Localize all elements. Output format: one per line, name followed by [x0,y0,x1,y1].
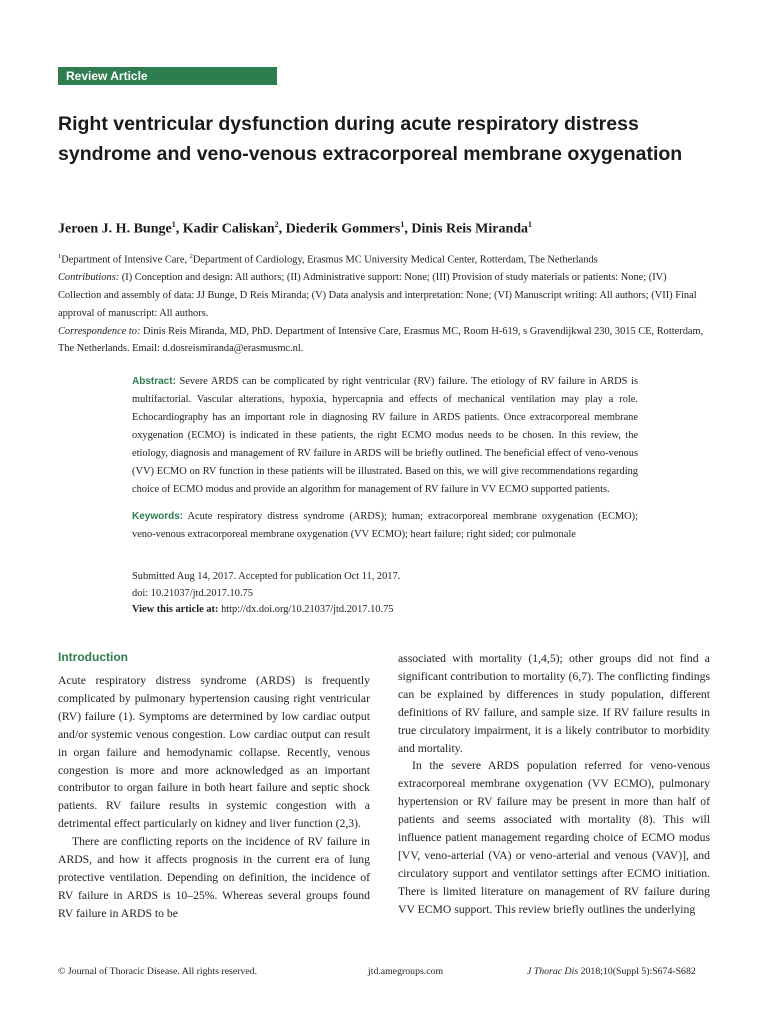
keywords-label: Keywords: [132,511,184,522]
affiliation-line: $^1$Department of Intensive Care, $^2$Department of Cardiology, Erasmus MC University Medical Center, Rotterdam, The Netherlands [58,253,598,266]
contributions-text: Contributions: (I) Conception and design: All authors; (II) Administrative support: None; (III) Provision of study materials or patients: None; (IV) Collection and assembly of data: JJ Bunge, D Reis Miranda; (V) Data analysis and interpretation: None; (VI) Manuscript writing: All authors; (VII) Final approval of manuscript: All authors. [58,272,697,319]
keywords-text: Keywords: Acute respiratory distress syndrome (ARDS); human; extracorporeal membrane oxygenation (ECMO); veno-venous extracorporeal membrane oxygenation (VV ECMO); heart failure; right sided; cor pulmonale [132,511,638,540]
article-url-link[interactable]: http://dx.doi.org/10.21037/jtd.2017.10.75 [218,604,394,615]
view-article-line: View this article at: http://dx.doi.org/10.21037/jtd.2017.10.75 [132,604,394,615]
paragraph: In the severe ARDS population referred for veno-venous extracorporeal membrane oxygenation (VV ECMO), pulmonary hypertension or RV failure may be present in more than half of patients and seems associated with mortality (8). This will influence patient management regarding choice of ECMO modus [VV, veno-arterial (VA) or veno-arterial and venous (VAV)], and circulatory support and ventilator settings after ECMO initiation. There is limited literature on management of RV failure during VV ECMO support. This review briefly outlines the underlying [398,759,710,916]
abstract-section [132,373,638,553]
author-name: Kadir Caliskan [182,221,275,237]
publication-info [132,569,638,619]
author-name: Diederik Gommers [285,221,401,237]
author-list: Jeroen J. H. Bunge$^1$, Kadir Caliskan$^2$, Diederik Gommers$^1$, Dinis Reis Miranda$^1$ [58,220,533,237]
correspondence-text: Correspondence to: Dinis Reis Miranda, MD, PhD. Department of Intensive Care, Erasmus MC, Room H-619, s Gravendijkwal 230, 3015 CE, Rotterdam, The Netherlands. Email: d.dosreismiranda@erasmusmc.nl. [58,325,704,355]
author-name: Jeroen J. H. Bunge [58,221,172,237]
article-title: Right ventricular dysfunction during acute respiratory distress syndrome and veno-venous extracorporeal membrane oxygenation [58,113,683,165]
paragraph: Acute respiratory distress syndrome (ARDS) is frequently complicated by pulmonary hypertension causing right ventricular (RV) failure (1). Symptoms are determined by low cardiac output and/or systemic venous congestion. Low cardiac output can result in organ failure and hemodynamic collapse. Recently, venous congestion is more and more acknowledged as an important contributor to organ failure in both heart failure and septic shock patients. RV failure results in systemic congestion with a detrimental effect particularly on kidney and liver function (2,3). [58,674,370,831]
paragraph: associated with mortality (1,4,5); other groups did not find a significant contribution to mortality (6,7). The conflicting findings can be explained by differences in study population, different definitions of RV failure, and sample size. If RV failure results in true circulatory impairment, it is a likely contributor to morbidity and mortality. [398,652,710,755]
article-type-badge: Review Article [58,67,277,85]
footer-copyright: © Journal of Thoracic Disease. All rights reserved. [58,966,258,977]
doi-text: doi: 10.21037/jtd.2017.10.75 [132,587,253,599]
author-name: Dinis Reis Miranda [411,221,529,237]
introduction-heading: Introduction [58,650,128,664]
abstract-text: Abstract: Severe ARDS can be complicated by right ventricular (RV) failure. The etiology of RV failure in ARDS is multifactorial. Vascular alterations, hypoxia, hypercapnia and effects of mechanical ventilation may play a role. Echocardiography has an important role in diagnosing RV failure in ARDS patients. Once extracorporeal membrane oxygenation (ECMO) is indicated in these patients, the right ECMO modus needs to be chosen. In this review, the etiology, diagnosis and management of RV failure in ARDS will be briefly outlined. The beneficial effect of veno-venous (VV) ECMO on RV function in these patients will be illustrated. Based on this, we will give recommendations regarding choice of ECMO modus and provide an algorithm for management of RV failure in VV ECMO supported patients. [132,376,638,495]
left-text-column [58,672,370,923]
footer-citation: J Thorac Dis 2018;10(Suppl 5):S674-S682 [527,966,696,977]
right-text-column [398,650,710,919]
affiliations-block [58,248,710,358]
paragraph: There are conflicting reports on the incidence of RV failure in ARDS, and how it affects prognosis in the current era of lung protective ventilation. Depending on definition, the incidence of RV failure in ARDS is 10–25%. Whereas several groups found RV failure in ARDS to be [58,835,370,920]
footer-website-link[interactable]: jtd.amegroups.com [368,966,444,977]
abstract-label: Abstract: [132,376,176,387]
submission-dates: Submitted Aug 14, 2017. Accepted for publication Oct 11, 2017. [132,571,401,582]
